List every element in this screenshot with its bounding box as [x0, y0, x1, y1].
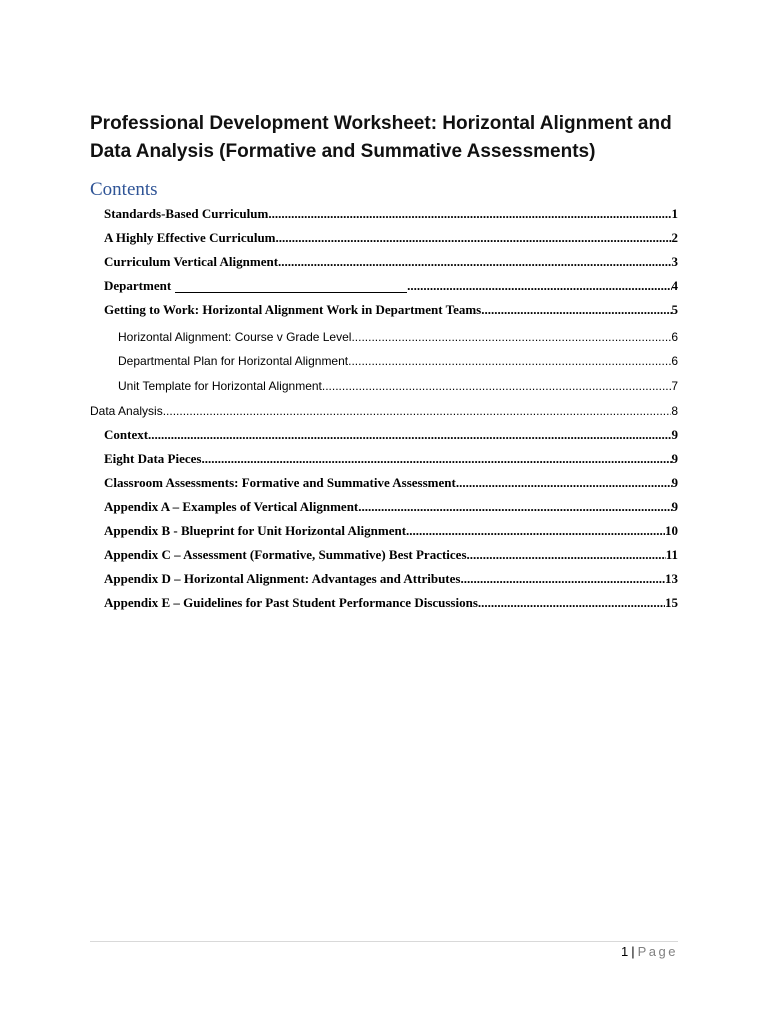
- toc-dot-leader: [406, 523, 665, 541]
- toc-dot-leader: [358, 499, 671, 517]
- document-title: Professional Development Worksheet: Horizontal Alignment and Data Analysis (Formative and Summative Assessments): [90, 113, 672, 162]
- toc-entry-highly-effective-curriculum[interactable]: [104, 224, 678, 248]
- toc-entry-appendix-c[interactable]: [104, 541, 678, 565]
- toc-dot-leader: [163, 404, 672, 420]
- toc-dot-leader: [276, 230, 672, 248]
- toc-dot-leader: [456, 475, 672, 493]
- toc-entry-title: Departmental Plan for Horizontal Alignment: [118, 354, 349, 368]
- toc-entry-standards-based-curriculum[interactable]: [104, 200, 678, 224]
- toc-entry-appendix-b[interactable]: [104, 517, 678, 541]
- toc-page-number: 9: [671, 475, 678, 490]
- toc-heading: Contents: [90, 179, 158, 200]
- toc-entry-title: Appendix E – Guidelines for Past Student Performance Discussions: [104, 595, 478, 610]
- page-footer: [621, 943, 678, 961]
- toc-dot-leader: [148, 427, 671, 445]
- toc-entry-title: Getting to Work: Horizontal Alignment Work in Department Teams: [104, 302, 482, 317]
- toc-page-number: 5: [671, 302, 678, 317]
- toc-entry-title: Appendix B - Blueprint for Unit Horizontal Alignment: [104, 523, 407, 538]
- toc-dot-leader: [460, 571, 665, 589]
- toc-entry-title: Standards-Based Curriculum: [104, 206, 269, 221]
- toc-page-number: 4: [671, 278, 678, 293]
- toc-dot-leader: [467, 547, 666, 565]
- toc-entry-appendix-a[interactable]: [104, 493, 678, 517]
- toc-page-number: 7: [671, 379, 678, 393]
- toc-entry-appendix-d[interactable]: [104, 565, 678, 589]
- toc-page-number: 9: [671, 499, 678, 514]
- toc-page-number: 6: [671, 354, 678, 368]
- toc-entry-title: Department: [104, 278, 172, 293]
- toc-dot-leader: [278, 254, 671, 272]
- toc-dot-leader: [351, 330, 671, 346]
- toc-entry-getting-to-work[interactable]: [104, 296, 678, 320]
- toc-dot-leader: [322, 379, 671, 395]
- toc-entry-course-v-grade-level[interactable]: [118, 322, 678, 346]
- toc-entry-title: Data Analysis: [90, 404, 163, 418]
- toc-page-number: 15: [665, 595, 678, 610]
- toc-entry-departmental-plan[interactable]: [118, 346, 678, 370]
- toc-entry-context[interactable]: [104, 421, 678, 445]
- toc-page-number: 9: [671, 427, 678, 442]
- toc-page-number: 6: [671, 330, 678, 344]
- toc-entry-title: Appendix C – Assessment (Formative, Summative) Best Practices: [104, 547, 467, 562]
- toc-entry-title: Classroom Assessments: Formative and Summative Assessment: [104, 475, 456, 490]
- toc-entry-curriculum-vertical-alignment[interactable]: [104, 248, 678, 272]
- toc-page-number: 10: [665, 523, 678, 538]
- footer-page-number: 1: [621, 944, 629, 959]
- toc-dot-leader: [268, 206, 671, 224]
- toc-page-number: 3: [671, 254, 678, 269]
- toc-entry-unit-template[interactable]: [118, 371, 678, 395]
- toc-page-number: 2: [671, 230, 678, 245]
- toc-dot-leader: [481, 302, 671, 320]
- toc-entry-data-analysis[interactable]: [90, 396, 678, 420]
- toc-entry-title: Horizontal Alignment: Course v Grade Level: [118, 330, 352, 344]
- toc-entry-title: Unit Template for Horizontal Alignment: [118, 379, 322, 393]
- toc-page-number: 9: [671, 451, 678, 466]
- toc-dot-leader: [348, 354, 671, 370]
- toc-page-number: 13: [665, 571, 678, 586]
- toc-entry-title: Appendix D – Horizontal Alignment: Advantages and Attributes: [104, 571, 461, 586]
- toc-entry-title: Appendix A – Examples of Vertical Alignment: [104, 499, 359, 514]
- toc-page-number: 11: [665, 547, 678, 562]
- toc-dot-leader: [478, 595, 665, 613]
- toc-entry-title: Context: [104, 427, 149, 442]
- toc-entry-title: A Highly Effective Curriculum: [104, 230, 276, 245]
- footer-page-label: Page: [637, 944, 678, 959]
- toc-dot-leader: [407, 278, 671, 296]
- toc-entry-appendix-e[interactable]: [104, 589, 678, 613]
- toc-entry-title: Eight Data Pieces: [104, 451, 202, 466]
- toc-entry-classroom-assessments[interactable]: [104, 469, 678, 493]
- footer-separator: |: [631, 944, 635, 959]
- toc-entry-department[interactable]: [104, 272, 678, 296]
- toc-blank-underline: [175, 278, 407, 293]
- toc-page-number: 1: [671, 206, 678, 221]
- toc-entry-eight-data-pieces[interactable]: [104, 445, 678, 469]
- footer-divider: [90, 941, 678, 942]
- toc-entry-title: Curriculum Vertical Alignment: [104, 254, 279, 269]
- toc-dot-leader: [201, 451, 671, 469]
- toc-page-number: 8: [671, 404, 678, 418]
